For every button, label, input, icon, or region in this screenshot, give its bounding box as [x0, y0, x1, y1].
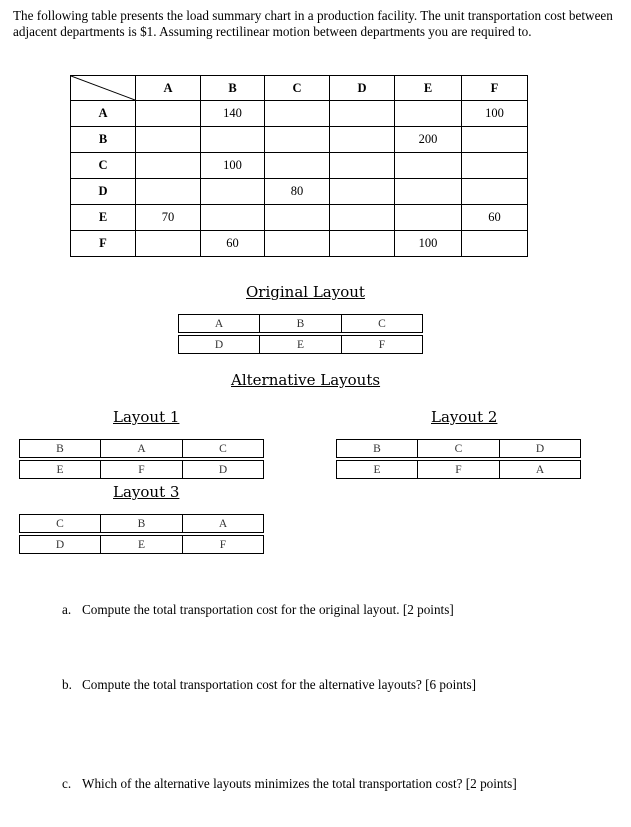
table-cell: [201, 127, 265, 153]
layout-cell: B: [337, 440, 418, 458]
row-header: D: [71, 179, 136, 205]
table-row: [71, 231, 528, 257]
load-summary-chart: [70, 75, 528, 257]
row-header: C: [71, 153, 136, 179]
layout-3-title: Layout 3: [113, 483, 180, 501]
layout-cell: E: [101, 536, 183, 554]
table-row: [71, 205, 528, 231]
layout-2-grid: [336, 439, 581, 479]
problem-intro: The following table presents the load summary chart in a production facility. The unit transportation cost between adjacent departments is $1. Assuming rectilinear motion between departments you are required to.: [13, 8, 613, 39]
original-layout-grid: [178, 314, 423, 354]
layout-cell: C: [342, 315, 423, 333]
column-header: B: [201, 76, 265, 101]
table-cell: [265, 205, 330, 231]
layout-cell: D: [500, 440, 581, 458]
table-cell: [265, 101, 330, 127]
table-cell: [330, 153, 395, 179]
layout-3-grid: [19, 514, 264, 554]
question-label: a.: [62, 602, 72, 617]
table-cell: [395, 179, 462, 205]
layout-cell: E: [20, 461, 101, 479]
table-cell: [462, 179, 528, 205]
table-cell: [395, 101, 462, 127]
row-header: F: [71, 231, 136, 257]
layout-cell: B: [260, 315, 342, 333]
layout-cell: A: [179, 315, 260, 333]
table-cell: [265, 153, 330, 179]
layout-cell: D: [183, 461, 264, 479]
table-cell: [201, 179, 265, 205]
layout-1-grid: [19, 439, 264, 479]
question-label: b.: [62, 677, 72, 692]
layout-cell: F: [183, 536, 264, 554]
alternative-layouts-title: Alternative Layouts: [231, 371, 381, 389]
column-header: A: [136, 76, 201, 101]
table-cell: [330, 231, 395, 257]
layout-cell: D: [179, 336, 260, 354]
table-cell: [462, 153, 528, 179]
column-header: F: [462, 76, 528, 101]
column-header: C: [265, 76, 330, 101]
table-cell: [136, 231, 201, 257]
layout-cell: E: [260, 336, 342, 354]
question-text: Compute the total transportation cost for the alternative layouts? [6 points]: [82, 677, 477, 692]
table-cell: [462, 231, 528, 257]
table-row: [71, 153, 528, 179]
column-header: E: [395, 76, 462, 101]
layout-1-title: Layout 1: [113, 408, 180, 426]
table-cell: [265, 231, 330, 257]
layout-cell: C: [183, 440, 264, 458]
layout-2-title: Layout 2: [431, 408, 498, 426]
table-cell: [136, 127, 201, 153]
table-cell: 60: [201, 231, 265, 257]
row-header: E: [71, 205, 136, 231]
column-header: D: [330, 76, 395, 101]
question-c: [62, 776, 517, 792]
table-cell: [462, 127, 528, 153]
row-header: A: [71, 101, 136, 127]
table-cell: [330, 127, 395, 153]
table-cell: 60: [462, 205, 528, 231]
table-cell: [265, 127, 330, 153]
table-cell: [395, 205, 462, 231]
table-row: [71, 127, 528, 153]
original-layout-title: Original Layout: [246, 283, 365, 301]
table-cell: 140: [201, 101, 265, 127]
table-cell: [136, 179, 201, 205]
layout-cell: C: [20, 515, 101, 533]
layout-cell: C: [418, 440, 500, 458]
table-cell: 100: [201, 153, 265, 179]
layout-cell: B: [101, 515, 183, 533]
table-row: [71, 101, 528, 127]
layout-cell: A: [101, 440, 183, 458]
question-b: [62, 677, 476, 693]
table-cell: 200: [395, 127, 462, 153]
table-row: [71, 179, 528, 205]
diagonal-line-icon: [71, 76, 135, 100]
table-cell: [136, 101, 201, 127]
layout-cell: A: [183, 515, 264, 533]
layout-cell: B: [20, 440, 101, 458]
table-cell: [330, 205, 395, 231]
row-header: B: [71, 127, 136, 153]
layout-cell: A: [500, 461, 581, 479]
layout-cell: F: [418, 461, 500, 479]
layout-cell: E: [337, 461, 418, 479]
table-cell: 80: [265, 179, 330, 205]
layout-cell: D: [20, 536, 101, 554]
question-label: c.: [62, 776, 72, 791]
corner-cell: [71, 76, 136, 101]
table-cell: [201, 205, 265, 231]
layout-cell: F: [342, 336, 423, 354]
question-a: [62, 602, 454, 618]
table-cell: 100: [395, 231, 462, 257]
table-cell: [395, 153, 462, 179]
layout-cell: F: [101, 461, 183, 479]
table-cell: [136, 153, 201, 179]
table-cell: [330, 179, 395, 205]
question-text: Which of the alternative layouts minimizes the total transportation cost? [2 points]: [82, 776, 517, 791]
table-cell: 70: [136, 205, 201, 231]
table-cell: [330, 101, 395, 127]
question-text: Compute the total transportation cost for the original layout. [2 points]: [82, 602, 454, 617]
table-cell: 100: [462, 101, 528, 127]
